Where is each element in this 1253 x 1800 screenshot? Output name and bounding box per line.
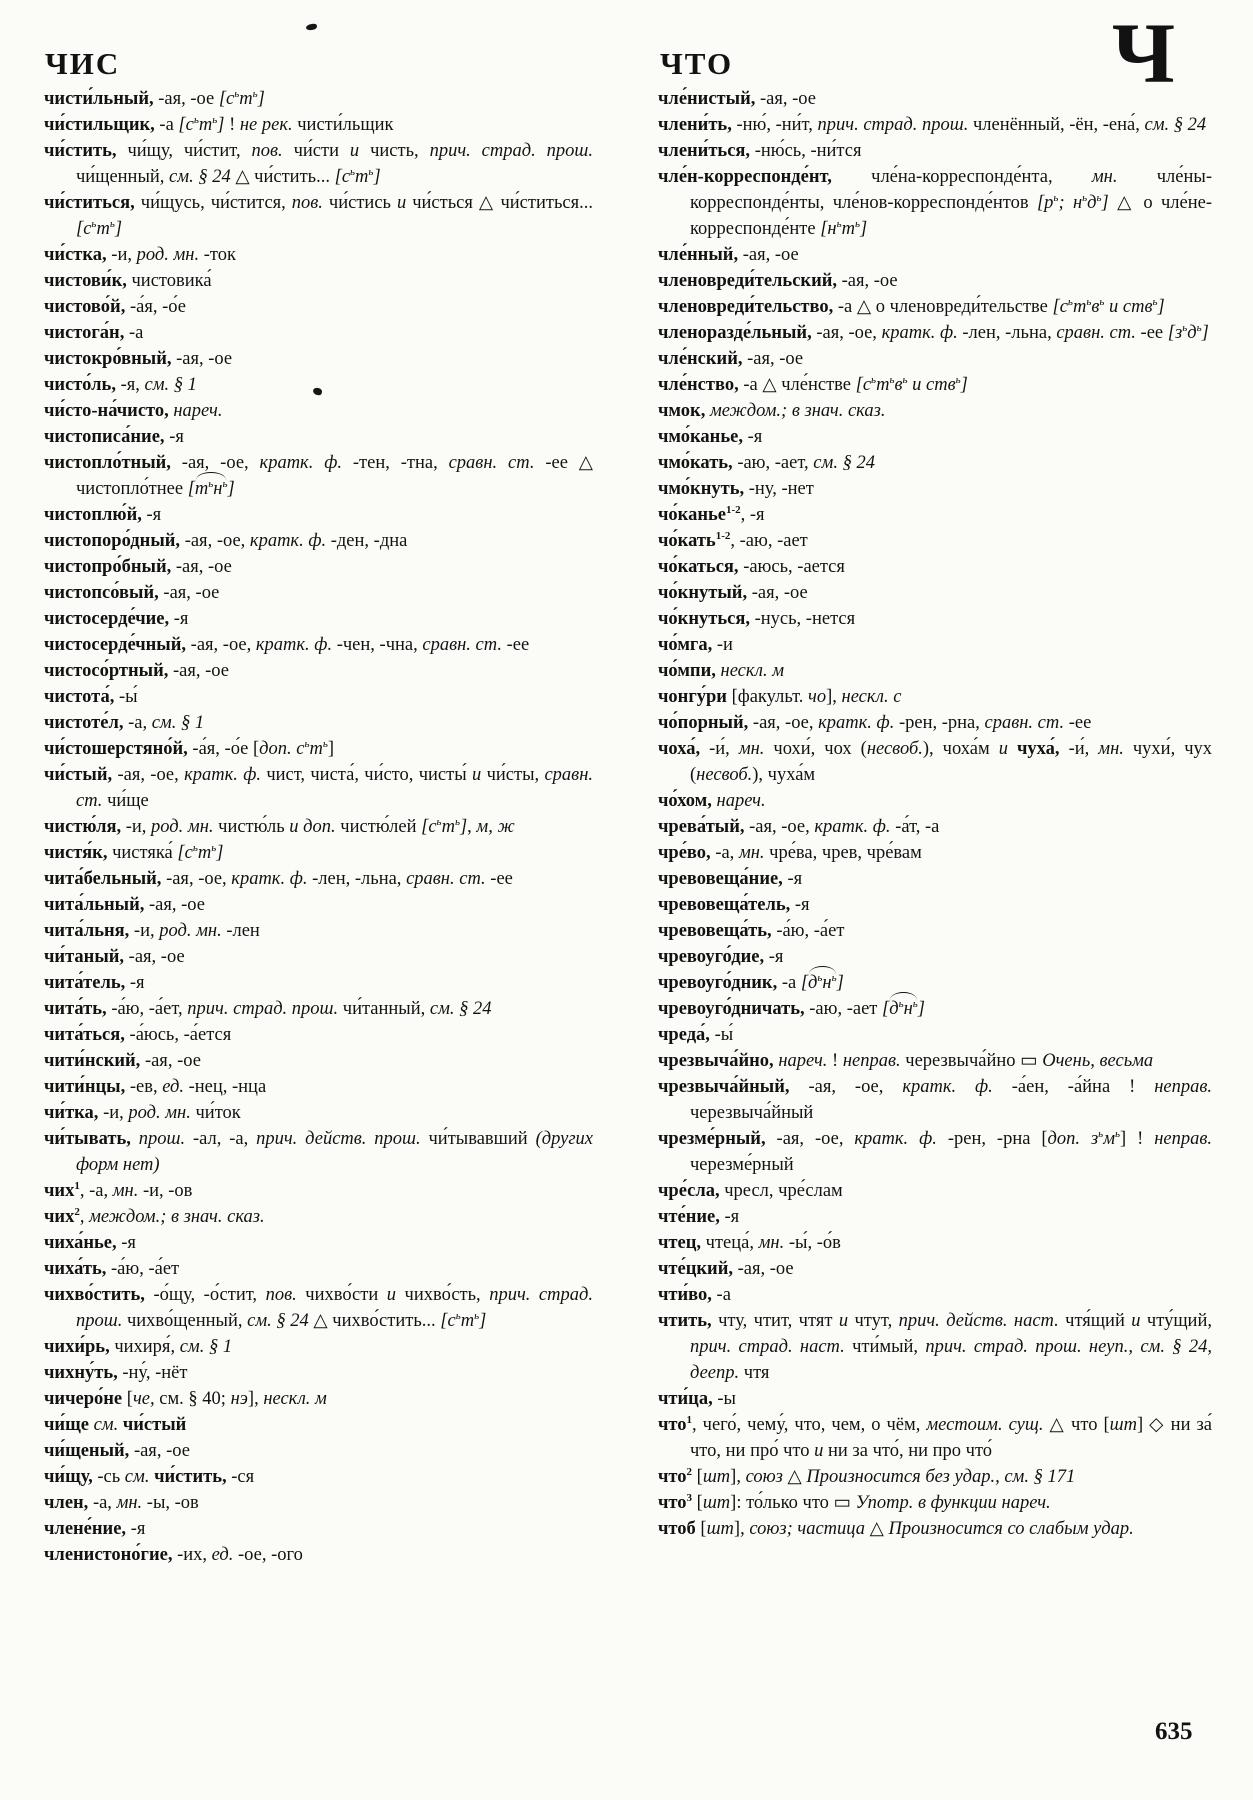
dictionary-entry: чоха́, -и́, мн. чохи́, чох (несвоб.), чоха́м и чуха́, -и́, мн. чухи́, чух (несвоб.), чуха́м	[658, 739, 1213, 785]
dictionary-entry: члени́ться, -ню́сь, -ни́тся	[658, 141, 862, 161]
dictionary-entry: чистописа́ние, -я	[44, 427, 184, 447]
dictionary-entry: чи́ще см. чи́стый	[44, 1415, 187, 1435]
column-left	[44, 86, 593, 1568]
dictionary-entry: чти́во, -а	[658, 1285, 731, 1305]
dictionary-entry: что$^1$, чего́, чему́, что, чем, о чём, местоим. сущ. △ что [шт] ◇ ни за́ что, ни про́ что и ни за что́, ни про что́	[658, 1413, 1212, 1461]
dictionary-entry: чих$^1$, -а, мн. -и, -ов	[44, 1179, 193, 1201]
dictionary-entry: чиха́ть, -а́ю, -а́ет	[44, 1259, 180, 1279]
dictionary-entry: чисти́льный, -ая, -ое $[с^ьт^ь]$	[44, 87, 265, 109]
dictionary-entry: чреда́, -ы́	[658, 1025, 734, 1045]
dictionary-entry: чи́щеный, -ая, -ое	[44, 1441, 190, 1461]
dictionary-entry: чита́ться, -а́юсь, -а́ется	[44, 1025, 232, 1045]
dictionary-entry: чистоплю́й, -я	[44, 505, 162, 525]
dictionary-entry: чистога́н, -а	[44, 323, 144, 343]
dictionary-entry: чистота́, -ы́	[44, 687, 138, 707]
dictionary-entry: чистови́к, чистовика́	[44, 271, 212, 291]
dictionary-entry: чо́хом, нареч.	[658, 791, 766, 811]
dictionary-entry: чистово́й, -а́я, -о́е	[44, 297, 186, 317]
dictionary-entry: чичеро́не [че, см. § 40; нэ], нескл. м	[44, 1389, 327, 1409]
dictionary-entry: чо́кать$^{1-2}$, -аю, -ает	[658, 529, 808, 551]
dictionary-entry: чистя́к, чистяка́ $[с^ьт^ь]$	[44, 841, 224, 863]
dictionary-entry: чистопсо́вый, -ая, -ое	[44, 583, 220, 603]
dictionary-entry: чистосерде́чие, -я	[44, 609, 189, 629]
dictionary-entry: чле́нистый, -ая, -ое	[658, 89, 816, 109]
dictionary-entry: чо́каться, -аюсь, -ается	[658, 557, 845, 577]
dictionary-entry: чрезме́рный, -ая, -ое, кратк. ф. -рен, -рна [доп. $з^ьм^ь$] ! неправ. черезме́рный	[658, 1127, 1212, 1175]
dictionary-entry: чихво́стить, -о́щу, -о́стит, пов. чихво́сти и чихво́сть, прич. страд. прош. чихво́щенный, см. § 24 △ чихво́стить... $[с^ьт^ь]$	[44, 1285, 593, 1331]
dictionary-entry: чихи́рь, чихиря́, см. § 1	[44, 1337, 233, 1357]
dictionary-entry: чте́ние, -я	[658, 1207, 740, 1227]
dictionary-entry: членоразде́льный, -ая, -ое, кратк. ф. -лен, -льна, сравн. ст. -ее $[з^ьд^ь]$	[658, 321, 1209, 343]
dictionary-entry: чити́нский, -ая, -ое	[44, 1051, 201, 1071]
dictionary-entry: чо́кнуться, -нусь, -нется	[658, 609, 856, 629]
dictionary-entry: чихну́ть, -ну́, -нёт	[44, 1363, 188, 1383]
dictionary-entry: чле́нский, -ая, -ое	[658, 349, 804, 369]
dictionary-entry: чи́таный, -ая, -ое	[44, 947, 185, 967]
dictionary-entry: чи́тка, -и, род. мн. чи́ток	[44, 1103, 241, 1123]
running-head-left: ЧИС	[45, 46, 121, 81]
dictionary-entry: чистю́ля, -и, род. мн. чистю́ль и доп. чистю́лей $[с^ьт^ь]$, м, ж	[44, 815, 515, 837]
dictionary-entry: чмо́кать, -аю, -ает, см. § 24	[658, 453, 875, 473]
dictionary-entry: чих$^2$, междом.; в знач. сказ.	[44, 1205, 265, 1227]
dictionary-entry: чо́порный, -ая, -ое, кратк. ф. -рен, -рна, сравн. ст. -ее	[658, 713, 1092, 733]
dictionary-entry: членовреди́тельский, -ая, -ое	[658, 271, 898, 291]
dictionary-entry: чре́во, -а, мн. чре́ва, чрев, чре́вам	[658, 843, 922, 863]
dictionary-entry: чревовеща́ть, -а́ю, -а́ет	[658, 921, 845, 941]
dictionary-entry: чревоуго́дие, -я	[658, 947, 784, 967]
dictionary-entry: чи́щу, -сь см. чи́стить, -ся	[44, 1467, 255, 1487]
dictionary-entry: чте́цкий, -ая, -ое	[658, 1259, 794, 1279]
dictionary-entry: чрезвыча́йный, -ая, -ое, кратк. ф. -а́ен, -а́йна ! неправ. черезвыча́йный	[658, 1077, 1212, 1123]
dictionary-entry: чти́ца, -ы	[658, 1389, 736, 1409]
dictionary-entry: чистопло́тный, -ая, -ое, кратк. ф. -тен, -тна, сравн. ст. -ее △ чистопло́тнее $[т^ьн^ь]$	[44, 450, 593, 502]
dictionary-entry: чмо́кнуть, -ну, -нет	[658, 479, 814, 499]
dictionary-entry: чита́льный, -ая, -ое	[44, 895, 205, 915]
dictionary-entry: чистокро́вный, -ая, -ое	[44, 349, 233, 369]
dictionary-entry: чонгу́ри [факульт. чо], нескл. с	[658, 687, 902, 707]
dictionary-entry: чтец, чтеца́, мн. -ы́, -о́в	[658, 1233, 841, 1253]
dictionary-entry: чле́нный, -ая, -ое	[658, 245, 799, 265]
dictionary-entry: чревовеща́ние, -я	[658, 869, 803, 889]
dictionary-entry: чита́тель, -я	[44, 973, 145, 993]
dictionary-entry: чити́нцы, -ев, ед. -нец, -нца	[44, 1077, 267, 1097]
dictionary-entry: чо́мга, -и	[658, 635, 733, 655]
dictionary-entry: чиха́нье, -я	[44, 1233, 136, 1253]
running-head-right: ЧТО	[660, 46, 734, 81]
dictionary-entry: чи́стить, чи́щу, чи́стит, пов. чи́сти и чисть, прич. страд. прош. чи́щенный, см. § 24 △ чи́стить... $[с^ьт^ь]$	[44, 141, 593, 187]
dictionary-entry: чи́стка, -и, род. мн. -ток	[44, 245, 236, 265]
dictionary-entry: чи́сто-на́чисто, нареч.	[44, 401, 223, 421]
section-letter: Ч	[1112, 5, 1176, 101]
dictionary-entry: чи́стый, -ая, -ое, кратк. ф. чист, чиста́, чи́сто, чисты́ и чи́сты, сравн. ст. чи́ще	[44, 765, 593, 811]
dictionary-entry: чистоте́л, -а, см. § 1	[44, 713, 205, 733]
dictionary-entry: чистосо́ртный, -ая, -ое	[44, 661, 229, 681]
dictionary-entry: чревоуго́дничать, -аю, -ает $[д^ьн^ь]$	[658, 996, 1212, 1022]
dictionary-entry: чи́стошерстяно́й, -а́я, -о́е [доп. $с^ьт^ь$]	[44, 737, 335, 759]
column-right	[658, 86, 1212, 1542]
dictionary-entry: чле́нство, -а △ чле́нстве [$с^ьт^ьв^ь$ и ств$^ь$]	[658, 373, 968, 395]
page-number: 635	[1155, 1718, 1193, 1745]
dictionary-entry: что$^2$ [шт], союз △ Произносится без удар., см. § 171	[658, 1465, 1076, 1487]
dictionary-entry: чисто́ль, -я, см. § 1	[44, 375, 197, 395]
dictionary-entry: члене́ние, -я	[44, 1519, 146, 1539]
dictionary-entry: члени́ть, -ню́, -ни́т, прич. страд. прош. членённый, -ён, -ена́, см. § 24	[658, 115, 1207, 135]
dictionary-entry: чи́стильщик, -а $[с^ьт^ь]$ ! не рек. чисти́льщик	[44, 113, 394, 135]
dictionary-entry: чистосерде́чный, -ая, -ое, кратк. ф. -чен, -чна, сравн. ст. -ее	[44, 635, 530, 655]
dictionary-entry: чо́кнутый, -ая, -ое	[658, 583, 808, 603]
dictionary-entry: чтоб [шт], союз; частица △ Произносится со слабым удар.	[658, 1519, 1134, 1539]
dictionary-entry: чтить, чту, чтит, чтят и чтут, прич. действ. наст. чтя́щий и чту́щий, прич. страд. наст. чти́мый, прич. страд. прош. неуп., см. § 24, деепр. чтя	[658, 1311, 1213, 1383]
dictionary-entry: чрева́тый, -ая, -ое, кратк. ф. -а́т, -а	[658, 817, 940, 837]
dictionary-entry: чревовеща́тель, -я	[658, 895, 810, 915]
ink-mark	[306, 23, 318, 30]
dictionary-entry: чита́ть, -а́ю, -а́ет, прич. страд. прош. чи́танный, см. § 24	[44, 999, 492, 1019]
dictionary-entry: чи́тывать, прош. -ал, -а, прич. действ. прош. чи́тывавший (других форм нет)	[44, 1129, 593, 1175]
dictionary-entry: чревоуго́дник, -а $[д^ьн^ь]$	[658, 970, 1212, 996]
dictionary-entry: чо́канье$^{1-2}$, -я	[658, 503, 765, 525]
dictionary-entry: чмок, междом.; в знач. сказ.	[658, 401, 886, 421]
dictionary-entry: чи́ститься, чи́щусь, чи́стится, пов. чи́стись и чи́сться △ чи́ститься... $[с^ьт^ь]$	[44, 193, 593, 239]
dictionary-entry: чита́льня, -и, род. мн. -лен	[44, 921, 260, 941]
dictionary-entry: чистопоро́дный, -ая, -ое, кратк. ф. -ден, -дна	[44, 531, 408, 551]
dictionary-entry: членистоно́гие, -их, ед. -ое, -ого	[44, 1545, 303, 1565]
dictionary-entry: чмо́канье, -я	[658, 427, 763, 447]
dictionary-entry: что$^3$ [шт]: то́лько что ▭ Употр. в функции нареч.	[658, 1491, 1051, 1513]
dictionary-entry: чре́сла, чресл, чре́слам	[658, 1181, 843, 1201]
dictionary-entry: чле́н-корреспонде́нт, чле́на-корреспонде́нта, мн. чле́ны-корреспонде́нты, чле́нов-корреспонде́нтов [$р^ь$; $н^ьд^ь$] △ о чле́не-корреспонде́нте $[н^ьт^ь]$	[658, 167, 1213, 239]
dictionary-entry: членовреди́тельство, -а △ о членовреди́тельстве [$с^ьт^ьв^ь$ и ств$^ь$]	[658, 295, 1165, 317]
dictionary-entry: чита́бельный, -ая, -ое, кратк. ф. -лен, -льна, сравн. ст. -ее	[44, 869, 513, 889]
dictionary-entry: чистопро́бный, -ая, -ое	[44, 557, 232, 577]
dictionary-entry: чрезвыча́йно, нареч. ! неправ. черезвыча́йно ▭ Очень, весьма	[658, 1051, 1154, 1071]
dictionary-entry: член, -а, мн. -ы, -ов	[44, 1493, 199, 1513]
dictionary-entry: чо́мпи, нескл. м	[658, 661, 785, 681]
